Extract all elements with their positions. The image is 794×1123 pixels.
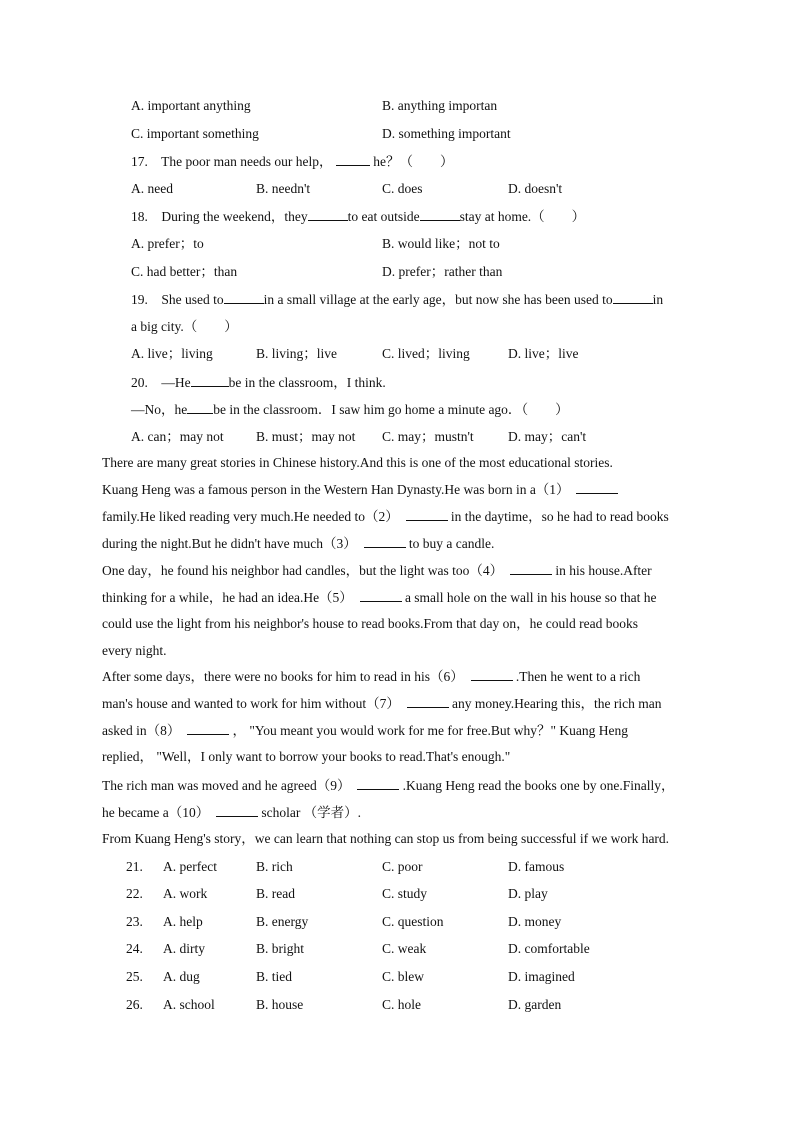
answer-blank[interactable]	[187, 401, 213, 414]
q18-option-d: D. prefer；rather than	[382, 264, 503, 279]
answer-blank[interactable]	[336, 153, 370, 166]
option-b: B. tied	[256, 969, 292, 984]
option-c: C. study	[382, 886, 428, 901]
answer-blank-4[interactable]	[510, 562, 552, 575]
option-a: A. work	[163, 886, 208, 901]
passage-p3-l1	[102, 668, 640, 685]
option-c: C. hole	[382, 997, 421, 1012]
q20-line2-b: be in the classroom．I saw him go home a minute ago．（ ）	[213, 402, 569, 417]
q19-stem-b: in a small village at the early age，but now she has been used to	[263, 292, 613, 307]
question-number: 25.	[126, 969, 143, 984]
answer-blank-10[interactable]	[216, 804, 258, 817]
answer-blank-2[interactable]	[406, 508, 448, 521]
question-number: 26.	[126, 997, 143, 1012]
q19-stem-a: She used to	[161, 292, 224, 307]
passage-p4-l1	[102, 777, 675, 794]
q18-stem	[131, 208, 585, 225]
passage-p2-l2	[102, 589, 657, 606]
q19-option-d: D. live；live	[508, 346, 579, 361]
option-d: D. play	[508, 886, 548, 901]
q19-stem	[131, 291, 663, 308]
answer-blank-3[interactable]	[364, 535, 406, 548]
q18-option-b: B. would like；not to	[382, 236, 500, 251]
option-a: A. dirty	[163, 941, 205, 956]
option-b: B. energy	[256, 914, 309, 929]
passage-p2-l4: every night.	[102, 643, 167, 658]
q20-option-c: C. may；mustn't	[382, 429, 474, 444]
passage-p1-l2-b: in the daytime，so he had to read books	[450, 509, 669, 524]
passage-p3-l1-b: .Then he went to a rich	[515, 669, 641, 684]
q16-option-c: C. important something	[131, 126, 259, 141]
q19-stem-c: in	[652, 292, 664, 307]
option-d: D. famous	[508, 859, 565, 874]
option-d: D. garden	[508, 997, 562, 1012]
question-number: 21.	[126, 859, 143, 874]
answer-blank-1[interactable]	[576, 481, 618, 494]
option-d: D. comfortable	[508, 941, 590, 956]
answer-blank-8[interactable]	[187, 722, 229, 735]
answer-blank[interactable]	[420, 208, 460, 221]
passage-p1-l3-a: during the night.But he didn't have much（3）	[102, 536, 357, 551]
q17-stem-end: he？（ ）	[373, 154, 454, 169]
option-a: A. school	[163, 997, 215, 1012]
question-number: 20.	[131, 375, 148, 390]
answer-blank[interactable]	[308, 208, 348, 221]
q20-option-a: A. can；may not	[131, 429, 224, 444]
option-c: C. blew	[382, 969, 424, 984]
q18-stem-a: During the weekend，they	[161, 209, 308, 224]
option-d: D. imagined	[508, 969, 575, 984]
passage-p2-l1	[102, 562, 652, 579]
q20-line2-a: —No，he	[131, 402, 188, 417]
q20-line2	[131, 401, 569, 418]
answer-blank-6[interactable]	[471, 668, 513, 681]
q19-stem-line2: a big city.（ ）	[131, 319, 238, 334]
passage-p4-l2-a: he became a（10）	[102, 805, 210, 820]
passage-p1-l2-a: family.He liked reading very much.He needed to（2）	[102, 509, 399, 524]
q17-stem	[131, 153, 453, 170]
q18-option-a: A. prefer；to	[131, 236, 204, 251]
passage-p1-l1-text: Kuang Heng was a famous person in the Western Han Dynasty.He was born in a（1）	[102, 482, 570, 497]
question-number: 18.	[131, 209, 148, 224]
passage-p3-l4: replied， "Well，I only want to borrow your books to read.That's enough."	[102, 749, 511, 764]
answer-blank-9[interactable]	[357, 777, 399, 790]
question-number: 23.	[126, 914, 143, 929]
option-c: C. question	[382, 914, 444, 929]
q20-line1-b: be in the classroom，I think.	[228, 375, 386, 390]
option-b: B. bright	[256, 941, 305, 956]
passage-p2-l3: could use the light from his neighbor's house to read books.From that day on，he could read books	[102, 616, 638, 631]
q18-stem-c: stay at home.（ ）	[459, 209, 586, 224]
answer-blank[interactable]	[613, 291, 653, 304]
answer-blank[interactable]	[224, 291, 264, 304]
option-a: A. dug	[163, 969, 200, 984]
question-number: 17.	[131, 154, 148, 169]
answer-blank[interactable]	[191, 374, 229, 387]
passage-p1-l1	[102, 481, 618, 498]
option-b: B. read	[256, 886, 295, 901]
passage-intro: There are many great stories in Chinese history.And this is one of the most educational stories.	[102, 455, 613, 470]
passage-p2-l2-b: a small hole on the wall in his house so that he	[404, 590, 657, 605]
option-c: C. weak	[382, 941, 427, 956]
q20-line1-a: —He	[161, 375, 191, 390]
q17-stem-text: The poor man needs our help，	[161, 154, 333, 169]
q20-option-d: D. may；can't	[508, 429, 587, 444]
question-number: 24.	[126, 941, 143, 956]
q19-option-c: C. lived；living	[382, 346, 470, 361]
q18-stem-b: to eat outside	[347, 209, 420, 224]
q18-option-c: C. had better；than	[131, 264, 238, 279]
passage-p5: From Kuang Heng's story，we can learn that nothing can stop us from being successful if we work hard.	[102, 831, 670, 846]
passage-p3-l2-b: any money.Hearing this，the rich man	[452, 696, 662, 711]
passage-p2-l2-a: thinking for a while，he had an idea.He（5）	[102, 590, 353, 605]
option-b: B. rich	[256, 859, 293, 874]
q16-option-a: A. important anything	[131, 98, 251, 113]
q20-option-b: B. must；may not	[256, 429, 356, 444]
q19-option-a: A. live；living	[131, 346, 213, 361]
answer-blank-5[interactable]	[360, 589, 402, 602]
q17-option-a: A. need	[131, 181, 173, 196]
q17-option-c: C. does	[382, 181, 423, 196]
q16-option-b: B. anything importan	[382, 98, 498, 113]
q19-option-b: B. living；live	[256, 346, 337, 361]
option-c: C. poor	[382, 859, 423, 874]
passage-p3-l1-a: After some days，there were no books for him to read in his（6）	[102, 669, 464, 684]
passage-p2-l1-a: One day，he found his neighbor had candles，but the light was too（4）	[102, 563, 504, 578]
question-number: 19.	[131, 292, 148, 307]
passage-p4-l2	[102, 804, 361, 821]
passage-p3-l2	[102, 695, 661, 712]
question-number: 22.	[126, 886, 143, 901]
passage-p3-l3	[102, 722, 628, 739]
q16-option-d: D. something important	[382, 126, 511, 141]
passage-p1-l3-b: to buy a candle.	[408, 536, 495, 551]
passage-p4-l1-a: The rich man was moved and he agreed（9）	[102, 778, 351, 793]
passage-p3-l2-a: man's house and wanted to work for him without（7）	[102, 696, 400, 711]
passage-p4-l1-b: .Kuang Heng read the books one by one.Finally，	[402, 778, 675, 793]
option-a: A. help	[163, 914, 203, 929]
q17-option-d: D. doesn't	[508, 181, 563, 196]
passage-p3-l3-a: asked in（8）	[102, 723, 181, 738]
q20-line1	[131, 374, 386, 391]
option-d: D. money	[508, 914, 562, 929]
passage-p4-l2-b: scholar （学者）.	[261, 805, 362, 820]
passage-p1-l2	[102, 508, 669, 525]
passage-p2-l1-b: in his house.After	[555, 563, 652, 578]
option-b: B. house	[256, 997, 304, 1012]
answer-blank-7[interactable]	[407, 695, 449, 708]
option-a: A. perfect	[163, 859, 217, 874]
q17-option-b: B. needn't	[256, 181, 311, 196]
passage-p3-l3-b: ， "You meant you would work for me for free.But why？" Kuang Heng	[232, 723, 628, 738]
passage-p1-l3	[102, 535, 494, 552]
